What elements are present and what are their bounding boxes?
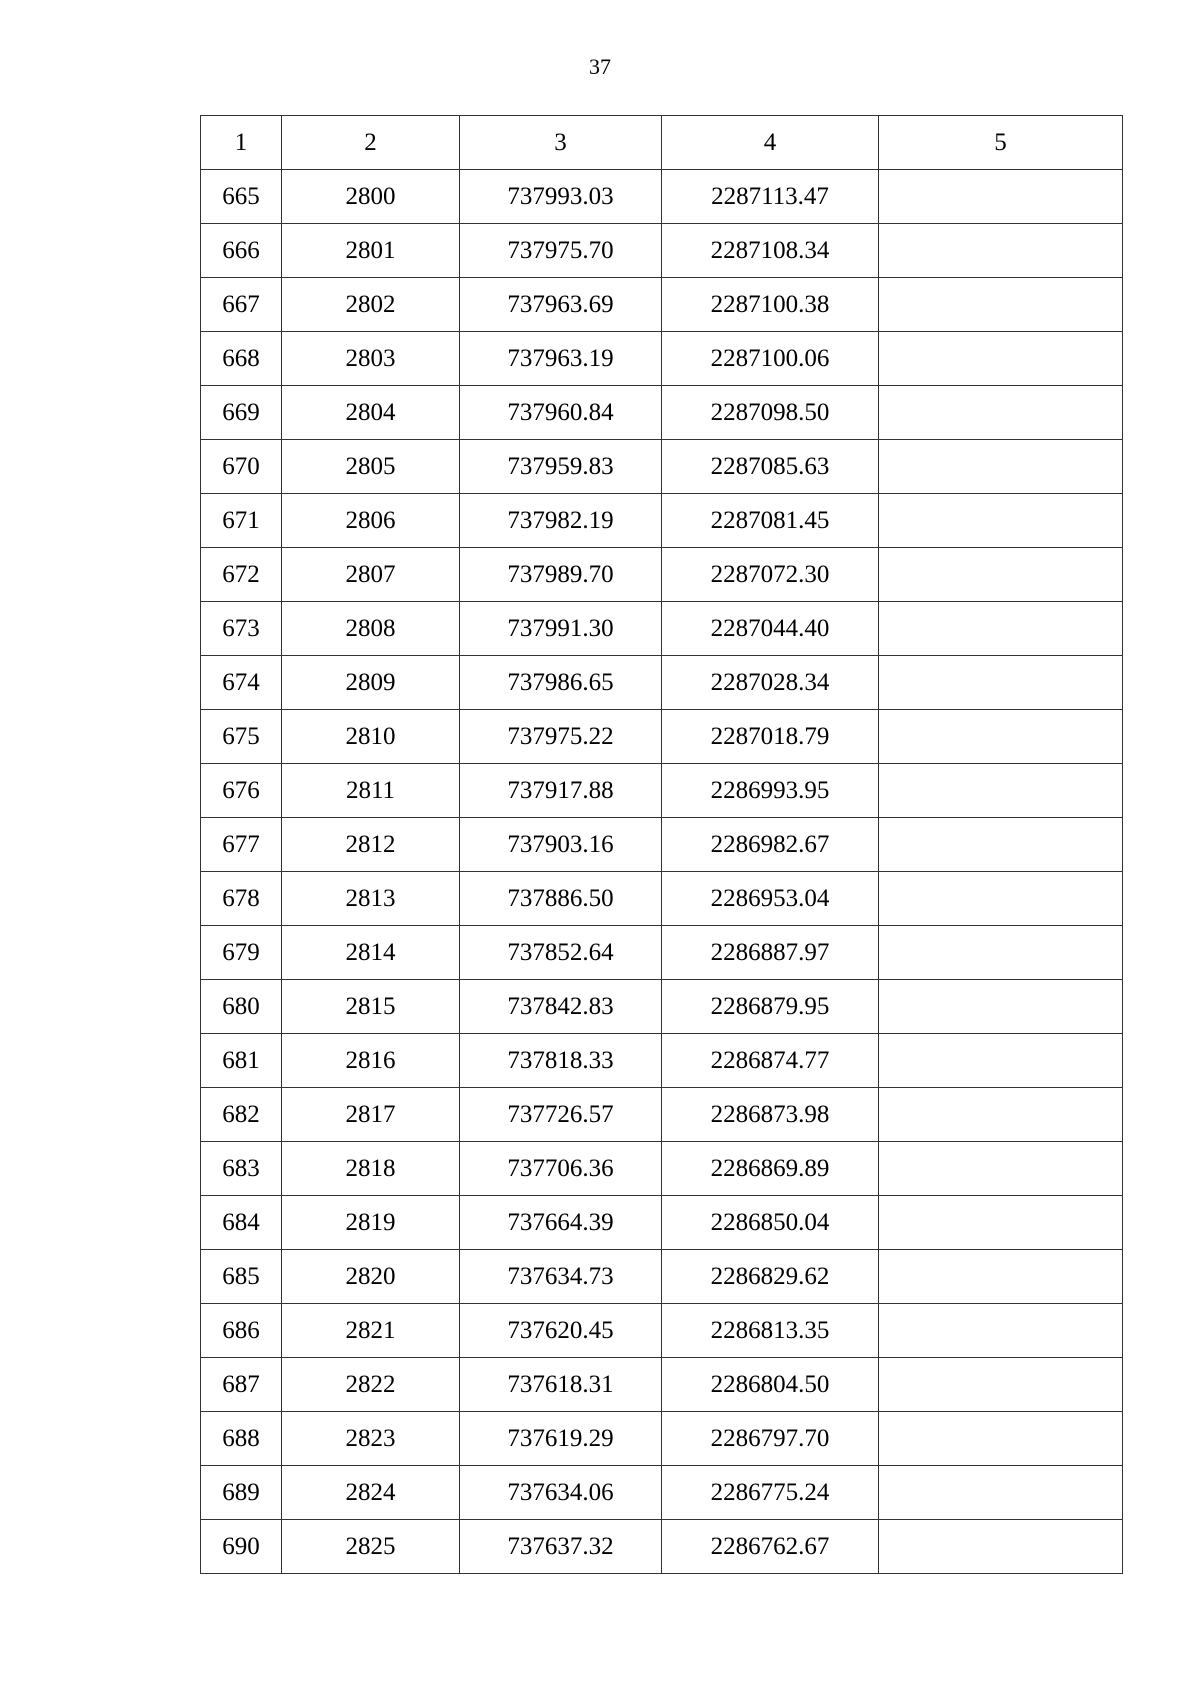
table-row bbox=[201, 656, 1123, 710]
table-cell-col-5 bbox=[879, 548, 1123, 602]
table-cell-col-2: 2813 bbox=[282, 872, 460, 926]
table-cell-col-2: 2823 bbox=[282, 1412, 460, 1466]
header-cell-5: 5 bbox=[879, 116, 1123, 170]
table-cell-col-1: 673 bbox=[201, 602, 282, 656]
table-cell-col-2: 2814 bbox=[282, 926, 460, 980]
table-cell-col-1: 666 bbox=[201, 224, 282, 278]
table-row bbox=[201, 1412, 1123, 1466]
header-row bbox=[201, 116, 1123, 170]
table-cell-col-5 bbox=[879, 1196, 1123, 1250]
table-cell-col-4: 2286813.35 bbox=[662, 1304, 879, 1358]
table-cell-col-3: 737903.16 bbox=[460, 818, 662, 872]
table-row bbox=[201, 548, 1123, 602]
header-cell-3: 3 bbox=[460, 116, 662, 170]
table-row bbox=[201, 1304, 1123, 1358]
table-cell-col-2: 2815 bbox=[282, 980, 460, 1034]
table-cell-col-3: 737959.83 bbox=[460, 440, 662, 494]
table-cell-col-4: 2286762.67 bbox=[662, 1520, 879, 1574]
table-cell-col-2: 2821 bbox=[282, 1304, 460, 1358]
table-cell-col-4: 2287044.40 bbox=[662, 602, 879, 656]
table-cell-col-5 bbox=[879, 602, 1123, 656]
table-cell-col-4: 2287085.63 bbox=[662, 440, 879, 494]
table-cell-col-4: 2287028.34 bbox=[662, 656, 879, 710]
table-cell-col-2: 2800 bbox=[282, 170, 460, 224]
table-cell-col-3: 737618.31 bbox=[460, 1358, 662, 1412]
table-row bbox=[201, 1034, 1123, 1088]
table-cell-col-1: 687 bbox=[201, 1358, 282, 1412]
table-cell-col-5 bbox=[879, 980, 1123, 1034]
table-cell-col-5 bbox=[879, 386, 1123, 440]
table-cell-col-5 bbox=[879, 764, 1123, 818]
table-cell-col-1: 675 bbox=[201, 710, 282, 764]
table-cell-col-3: 737986.65 bbox=[460, 656, 662, 710]
table-cell-col-5 bbox=[879, 872, 1123, 926]
table-cell-col-4: 2286993.95 bbox=[662, 764, 879, 818]
table-cell-col-5 bbox=[879, 710, 1123, 764]
table-cell-col-5 bbox=[879, 1520, 1123, 1574]
table-cell-col-1: 677 bbox=[201, 818, 282, 872]
table-cell-col-2: 2808 bbox=[282, 602, 460, 656]
table-cell-col-5 bbox=[879, 1466, 1123, 1520]
table-cell-col-5 bbox=[879, 1412, 1123, 1466]
table-cell-col-3: 737993.03 bbox=[460, 170, 662, 224]
table-cell-col-4: 2286829.62 bbox=[662, 1250, 879, 1304]
table-cell-col-2: 2802 bbox=[282, 278, 460, 332]
table-cell-col-2: 2817 bbox=[282, 1088, 460, 1142]
table-cell-col-4: 2287081.45 bbox=[662, 494, 879, 548]
table-cell-col-1: 669 bbox=[201, 386, 282, 440]
table-cell-col-4: 2286879.95 bbox=[662, 980, 879, 1034]
table-cell-col-1: 685 bbox=[201, 1250, 282, 1304]
table-cell-col-4: 2287100.38 bbox=[662, 278, 879, 332]
table-row bbox=[201, 332, 1123, 386]
table-cell-col-2: 2809 bbox=[282, 656, 460, 710]
table-cell-col-3: 737706.36 bbox=[460, 1142, 662, 1196]
table-cell-col-2: 2812 bbox=[282, 818, 460, 872]
table-cell-col-3: 737975.22 bbox=[460, 710, 662, 764]
table-cell-col-1: 667 bbox=[201, 278, 282, 332]
table-cell-col-2: 2803 bbox=[282, 332, 460, 386]
table-row bbox=[201, 1142, 1123, 1196]
table-row bbox=[201, 1196, 1123, 1250]
table-row bbox=[201, 926, 1123, 980]
table-cell-col-3: 737852.64 bbox=[460, 926, 662, 980]
table-cell-col-1: 681 bbox=[201, 1034, 282, 1088]
table-cell-col-1: 688 bbox=[201, 1412, 282, 1466]
table-row bbox=[201, 440, 1123, 494]
table-cell-col-4: 2287108.34 bbox=[662, 224, 879, 278]
table-cell-col-5 bbox=[879, 224, 1123, 278]
table-cell-col-3: 737634.06 bbox=[460, 1466, 662, 1520]
table-cell-col-1: 672 bbox=[201, 548, 282, 602]
table-cell-col-2: 2824 bbox=[282, 1466, 460, 1520]
table-cell-col-4: 2286873.98 bbox=[662, 1088, 879, 1142]
table-cell-col-3: 737886.50 bbox=[460, 872, 662, 926]
table-cell-col-1: 671 bbox=[201, 494, 282, 548]
table-row bbox=[201, 1466, 1123, 1520]
table-cell-col-3: 737664.39 bbox=[460, 1196, 662, 1250]
table-cell-col-3: 737963.69 bbox=[460, 278, 662, 332]
table-header bbox=[201, 116, 1123, 170]
table-row bbox=[201, 1358, 1123, 1412]
table-cell-col-2: 2818 bbox=[282, 1142, 460, 1196]
table-cell-col-5 bbox=[879, 1304, 1123, 1358]
table-cell-col-3: 737726.57 bbox=[460, 1088, 662, 1142]
table-row bbox=[201, 818, 1123, 872]
table-cell-col-4: 2286797.70 bbox=[662, 1412, 879, 1466]
table-cell-col-3: 737620.45 bbox=[460, 1304, 662, 1358]
table-cell-col-2: 2807 bbox=[282, 548, 460, 602]
table-cell-col-3: 737818.33 bbox=[460, 1034, 662, 1088]
table-cell-col-4: 2287072.30 bbox=[662, 548, 879, 602]
table-row bbox=[201, 224, 1123, 278]
table-cell-col-3: 737989.70 bbox=[460, 548, 662, 602]
table-cell-col-1: 676 bbox=[201, 764, 282, 818]
table-cell-col-1: 682 bbox=[201, 1088, 282, 1142]
header-cell-1: 1 bbox=[201, 116, 282, 170]
table-row bbox=[201, 872, 1123, 926]
table-cell-col-1: 689 bbox=[201, 1466, 282, 1520]
table-cell-col-2: 2805 bbox=[282, 440, 460, 494]
table-cell-col-4: 2287098.50 bbox=[662, 386, 879, 440]
table-cell-col-1: 690 bbox=[201, 1520, 282, 1574]
table-cell-col-5 bbox=[879, 1358, 1123, 1412]
table-cell-col-1: 679 bbox=[201, 926, 282, 980]
table-row bbox=[201, 980, 1123, 1034]
table-cell-col-4: 2286887.97 bbox=[662, 926, 879, 980]
table-cell-col-4: 2287113.47 bbox=[662, 170, 879, 224]
table-cell-col-3: 737963.19 bbox=[460, 332, 662, 386]
table-cell-col-5 bbox=[879, 1088, 1123, 1142]
table-cell-col-2: 2806 bbox=[282, 494, 460, 548]
table-cell-col-4: 2286874.77 bbox=[662, 1034, 879, 1088]
table-cell-col-4: 2286804.50 bbox=[662, 1358, 879, 1412]
table-cell-col-4: 2287018.79 bbox=[662, 710, 879, 764]
table-cell-col-2: 2811 bbox=[282, 764, 460, 818]
table-row bbox=[201, 278, 1123, 332]
table-cell-col-1: 670 bbox=[201, 440, 282, 494]
table-cell-col-2: 2801 bbox=[282, 224, 460, 278]
table-row bbox=[201, 764, 1123, 818]
table-cell-col-1: 668 bbox=[201, 332, 282, 386]
table-cell-col-5 bbox=[879, 1250, 1123, 1304]
table-row bbox=[201, 1250, 1123, 1304]
table-cell-col-3: 737637.32 bbox=[460, 1520, 662, 1574]
table-cell-col-4: 2287100.06 bbox=[662, 332, 879, 386]
table-row bbox=[201, 170, 1123, 224]
coordinates-table bbox=[200, 115, 1123, 1574]
page-number: 37 bbox=[589, 54, 611, 79]
table-cell-col-1: 678 bbox=[201, 872, 282, 926]
table-row bbox=[201, 1088, 1123, 1142]
table-cell-col-3: 737960.84 bbox=[460, 386, 662, 440]
table-cell-col-3: 737634.73 bbox=[460, 1250, 662, 1304]
table-cell-col-2: 2825 bbox=[282, 1520, 460, 1574]
table-cell-col-5 bbox=[879, 170, 1123, 224]
table-cell-col-4: 2286953.04 bbox=[662, 872, 879, 926]
table-cell-col-5 bbox=[879, 1034, 1123, 1088]
table-cell-col-2: 2819 bbox=[282, 1196, 460, 1250]
table-cell-col-1: 674 bbox=[201, 656, 282, 710]
table-cell-col-3: 737619.29 bbox=[460, 1412, 662, 1466]
header-cell-4: 4 bbox=[662, 116, 879, 170]
table-row bbox=[201, 1520, 1123, 1574]
table-cell-col-3: 737917.88 bbox=[460, 764, 662, 818]
table-cell-col-1: 680 bbox=[201, 980, 282, 1034]
table-cell-col-5 bbox=[879, 656, 1123, 710]
table-cell-col-5 bbox=[879, 926, 1123, 980]
table-cell-col-1: 684 bbox=[201, 1196, 282, 1250]
table-row bbox=[201, 494, 1123, 548]
table-cell-col-5 bbox=[879, 440, 1123, 494]
table-cell-col-3: 737975.70 bbox=[460, 224, 662, 278]
table-cell-col-4: 2286850.04 bbox=[662, 1196, 879, 1250]
table-body bbox=[201, 170, 1123, 1574]
table-cell-col-3: 737991.30 bbox=[460, 602, 662, 656]
table-cell-col-2: 2822 bbox=[282, 1358, 460, 1412]
table-cell-col-3: 737982.19 bbox=[460, 494, 662, 548]
table-cell-col-4: 2286869.89 bbox=[662, 1142, 879, 1196]
table-cell-col-1: 686 bbox=[201, 1304, 282, 1358]
header-cell-2: 2 bbox=[282, 116, 460, 170]
table-cell-col-2: 2816 bbox=[282, 1034, 460, 1088]
table-cell-col-2: 2804 bbox=[282, 386, 460, 440]
table-cell-col-5 bbox=[879, 332, 1123, 386]
table-cell-col-4: 2286982.67 bbox=[662, 818, 879, 872]
table-cell-col-5 bbox=[879, 494, 1123, 548]
table-row bbox=[201, 710, 1123, 764]
table-cell-col-1: 665 bbox=[201, 170, 282, 224]
table-cell-col-4: 2286775.24 bbox=[662, 1466, 879, 1520]
table-cell-col-5 bbox=[879, 1142, 1123, 1196]
table-cell-col-5 bbox=[879, 278, 1123, 332]
table-cell-col-3: 737842.83 bbox=[460, 980, 662, 1034]
table-row bbox=[201, 386, 1123, 440]
table-cell-col-2: 2810 bbox=[282, 710, 460, 764]
table-row bbox=[201, 602, 1123, 656]
table-cell-col-2: 2820 bbox=[282, 1250, 460, 1304]
table-cell-col-1: 683 bbox=[201, 1142, 282, 1196]
table-cell-col-5 bbox=[879, 818, 1123, 872]
